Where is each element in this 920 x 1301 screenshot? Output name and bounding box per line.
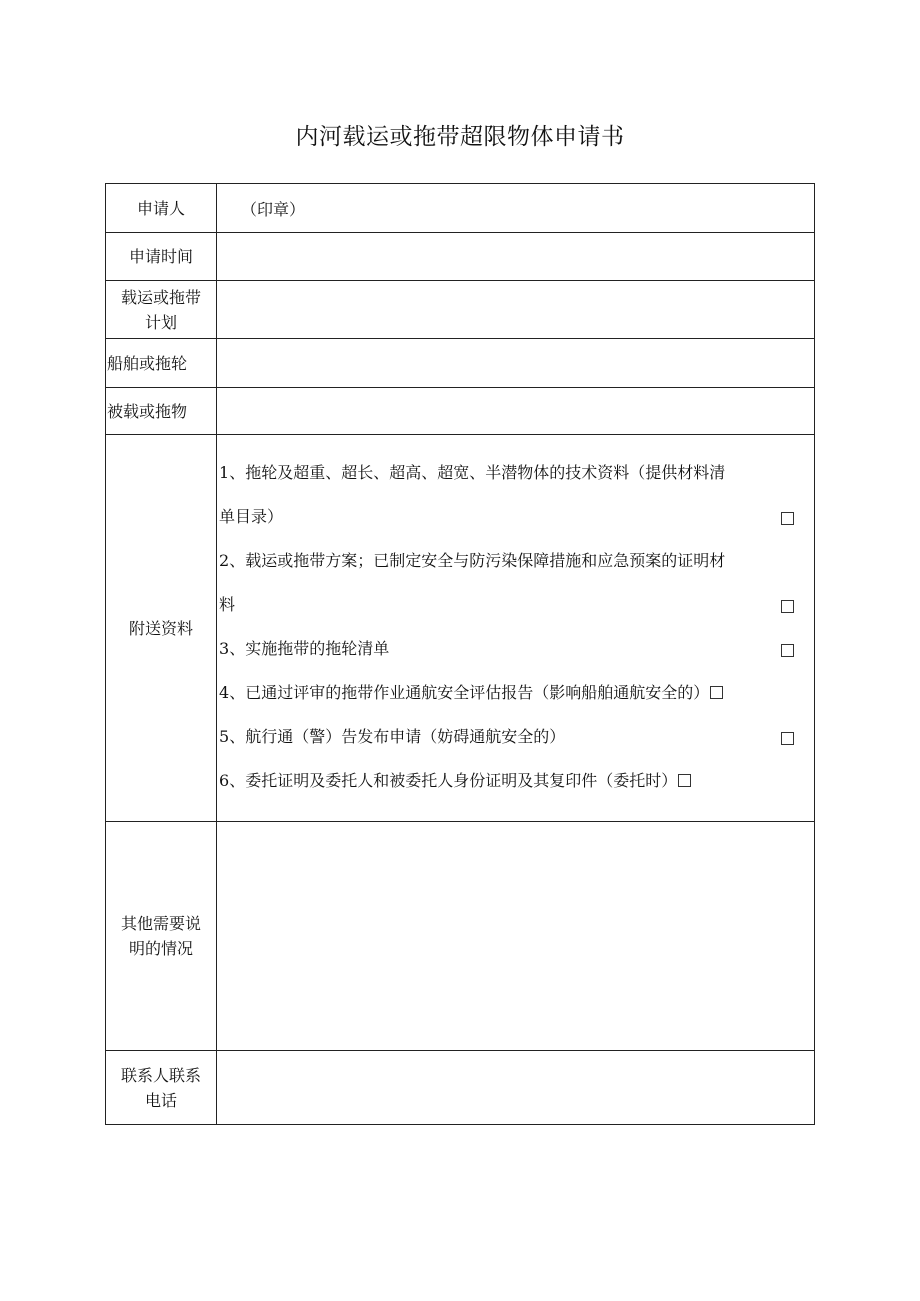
- row-other-notes: [106, 822, 815, 1051]
- other-notes-label-line1: 其他需要说: [120, 914, 201, 933]
- attachment-number: 6: [219, 771, 230, 790]
- row-plan: [106, 281, 815, 339]
- attachment-checkbox[interactable]: [781, 732, 794, 745]
- contact-label-line2: 电话: [144, 1090, 177, 1110]
- cargo-label: 被载或拖物: [106, 388, 217, 435]
- applicant-value-field[interactable]: （印章）: [217, 184, 815, 233]
- vessel-field[interactable]: [217, 339, 815, 388]
- contact-label: [106, 1051, 217, 1125]
- attachment-item-2: [219, 539, 794, 627]
- attachment-text-cont: 单目录）: [219, 507, 284, 526]
- contact-phone-field[interactable]: [217, 1051, 815, 1125]
- attachment-item-1: [219, 451, 794, 539]
- attachment-checkbox[interactable]: [710, 686, 723, 699]
- row-applicant: [106, 184, 815, 233]
- other-notes-field[interactable]: [217, 822, 815, 1051]
- attachment-checkbox[interactable]: [781, 600, 794, 613]
- attachment-text-cont: 料: [219, 595, 236, 614]
- attachment-item-4: [219, 671, 794, 715]
- attachment-checkbox[interactable]: [781, 644, 794, 657]
- plan-label-line1: 载运或拖带: [120, 287, 201, 307]
- attachment-item-6: [219, 759, 794, 803]
- row-cargo: [106, 388, 815, 435]
- attachment-number: 5: [219, 727, 230, 746]
- row-attachments: [106, 435, 815, 822]
- attachment-text: 、委托证明及委托人和被委托人身份证明及其复印件（委托时）: [229, 771, 678, 790]
- attachment-checkbox[interactable]: [678, 774, 691, 787]
- row-contact: [106, 1051, 815, 1125]
- attachment-checkbox[interactable]: [781, 512, 794, 525]
- row-vessel: [106, 339, 815, 388]
- plan-field[interactable]: [217, 281, 815, 339]
- other-notes-label: [106, 822, 217, 1051]
- attachment-text: 、载运或拖带方案；已制定安全与防污染保障措施和应急预案的证明材: [229, 551, 726, 570]
- attachment-text: 、已通过评审的拖带作业通航安全评估报告（影响船舶通航安全的）: [229, 683, 710, 702]
- attachments-label: 附送资料: [106, 435, 217, 822]
- apply-time-field[interactable]: [217, 233, 815, 281]
- contact-label-line1: 联系人联系: [120, 1065, 201, 1085]
- cargo-field[interactable]: [217, 388, 815, 435]
- applicant-label: 申请人: [106, 184, 217, 233]
- attachment-number: 1: [219, 463, 230, 482]
- attachments-list: [217, 435, 814, 821]
- page-title: 内河载运或拖带超限物体申请书: [295, 124, 625, 150]
- attachments-cell: [217, 435, 815, 822]
- attachment-item-3: [219, 627, 794, 671]
- attachment-number: 2: [219, 551, 230, 570]
- vessel-label: 船舶或拖轮: [106, 339, 217, 388]
- other-notes-label-line2: 明的情况: [128, 939, 193, 958]
- attachment-text: 、拖轮及超重、超长、超高、超宽、半潜物体的技术资料（提供材料清: [229, 463, 726, 482]
- apply-time-label: 申请时间: [106, 233, 217, 281]
- attachment-text: 、航行通（警）告发布申请（妨碍通航安全的）: [229, 727, 566, 746]
- application-form-table: [105, 183, 815, 1125]
- attachment-number: 3: [219, 639, 230, 658]
- plan-label-line2: 计划: [144, 312, 177, 332]
- attachment-text: 、实施拖带的拖轮清单: [229, 639, 390, 658]
- attachment-item-5: [219, 715, 794, 759]
- row-apply-time: [106, 233, 815, 281]
- attachment-number: 4: [219, 683, 230, 702]
- plan-label: [106, 281, 217, 339]
